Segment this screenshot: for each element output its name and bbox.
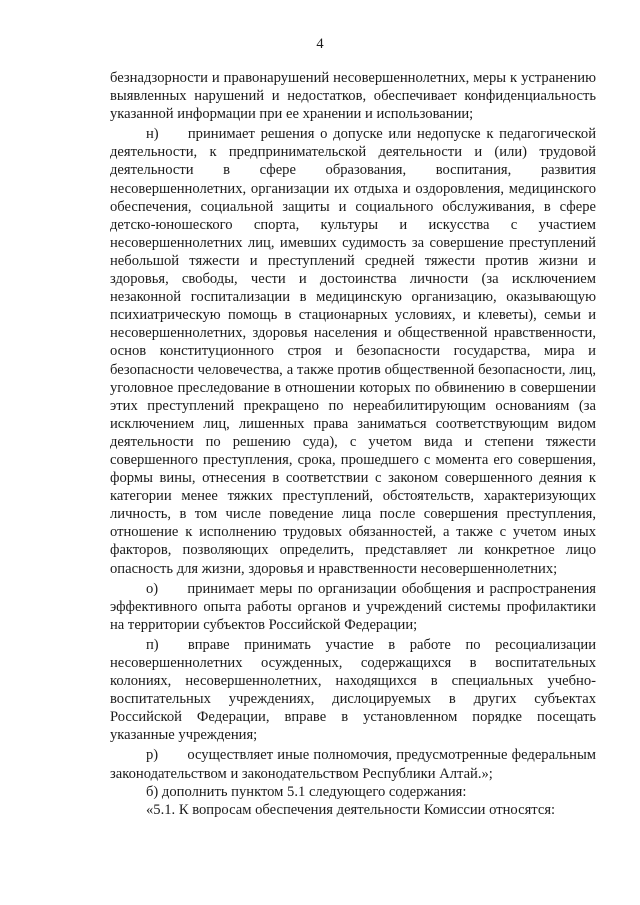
document-body <box>110 69 596 819</box>
paragraph-item-o: о) принимает меры по организации обобщения и распространения эффективного опыта работы органов и учреждений системы профилактики на территории субъектов Российской Федерации; <box>110 580 596 633</box>
page-number: 4 <box>316 36 324 52</box>
paragraph-continuation: безнадзорности и правонарушений несовершеннолетних, меры к устранению выявленных нарушений и недостатков, обеспечивает конфиденциальность указанной информации при ее хранении и использовании; <box>110 70 596 123</box>
paragraph-item-n: н) принимает решения о допуске или недопуске к педагогической деятельности, к предпринимательской деятельности и (или) трудовой деятельности в сфере образования, воспитания, развития несовершеннолетних, организации их отдыха и оздоровления, медицинского обеспечения, социальной защиты и социального обслуживания, в сфере детско-юношеского спорта, культуры и искусства с участием несовершеннолетних лиц, имевших судимость за совершение преступлений небольшой тяжести и преступлений средней тяжести против жизни и здоровья, свободы, чести и достоинства личности (за исключением незаконной госпитализации в медицинскую организацию, оказывающую психиатрическую помощь в стационарных условиях, и клеветы), семьи и несовершеннолетних, здоровья населения и общественной нравственности, основ конституционного строя и безопасности государства, мира и безопасности человечества, а также против общественной безопасности, лиц, уголовное преследование в отношении которых по обвинению в совершении этих преступлений прекращено по нереабилитирующим основаниям (за исключением лиц, лишенных права заниматься соответствующим видом деятельности по решению суда), с учетом вида и степени тяжести совершенного преступления, срока, прошедшего с момента его совершения, формы вины, отнесения в соответствии с законом совершенного деяния к категории менее тяжких преступлений, обстоятельств, характеризующих личность, в том числе поведение лица после совершения преступления, отношение к исполнению трудовых обязанностей, а также с учетом иных факторов, позволяющих определить, представляет ли конкретное лицо опасность для жизни, здоровья и нравственности несовершеннолетних; <box>110 126 596 577</box>
paragraph-item-p: п) вправе принимать участие в работе по ресоциализации несовершеннолетних осужденных, содержащихся в воспитательных колониях, несовершеннолетних, находящихся в специальных учебно-воспитательных учреждениях, дислоцируемых в других субъектах Российской Федерации, вправе в установленном порядке посещать указанные учреждения; <box>110 636 596 744</box>
paragraph-item-r: р) осуществляет иные полномочия, предусмотренные федеральным законодательством и законодательством Республики Алтай.»; <box>110 747 596 782</box>
paragraph-item-b: б) дополнить пунктом 5.1 следующего содержания: <box>146 783 467 800</box>
paragraph-section-5-1: «5.1. К вопросам обеспечения деятельности Комиссии относятся: <box>146 801 556 818</box>
